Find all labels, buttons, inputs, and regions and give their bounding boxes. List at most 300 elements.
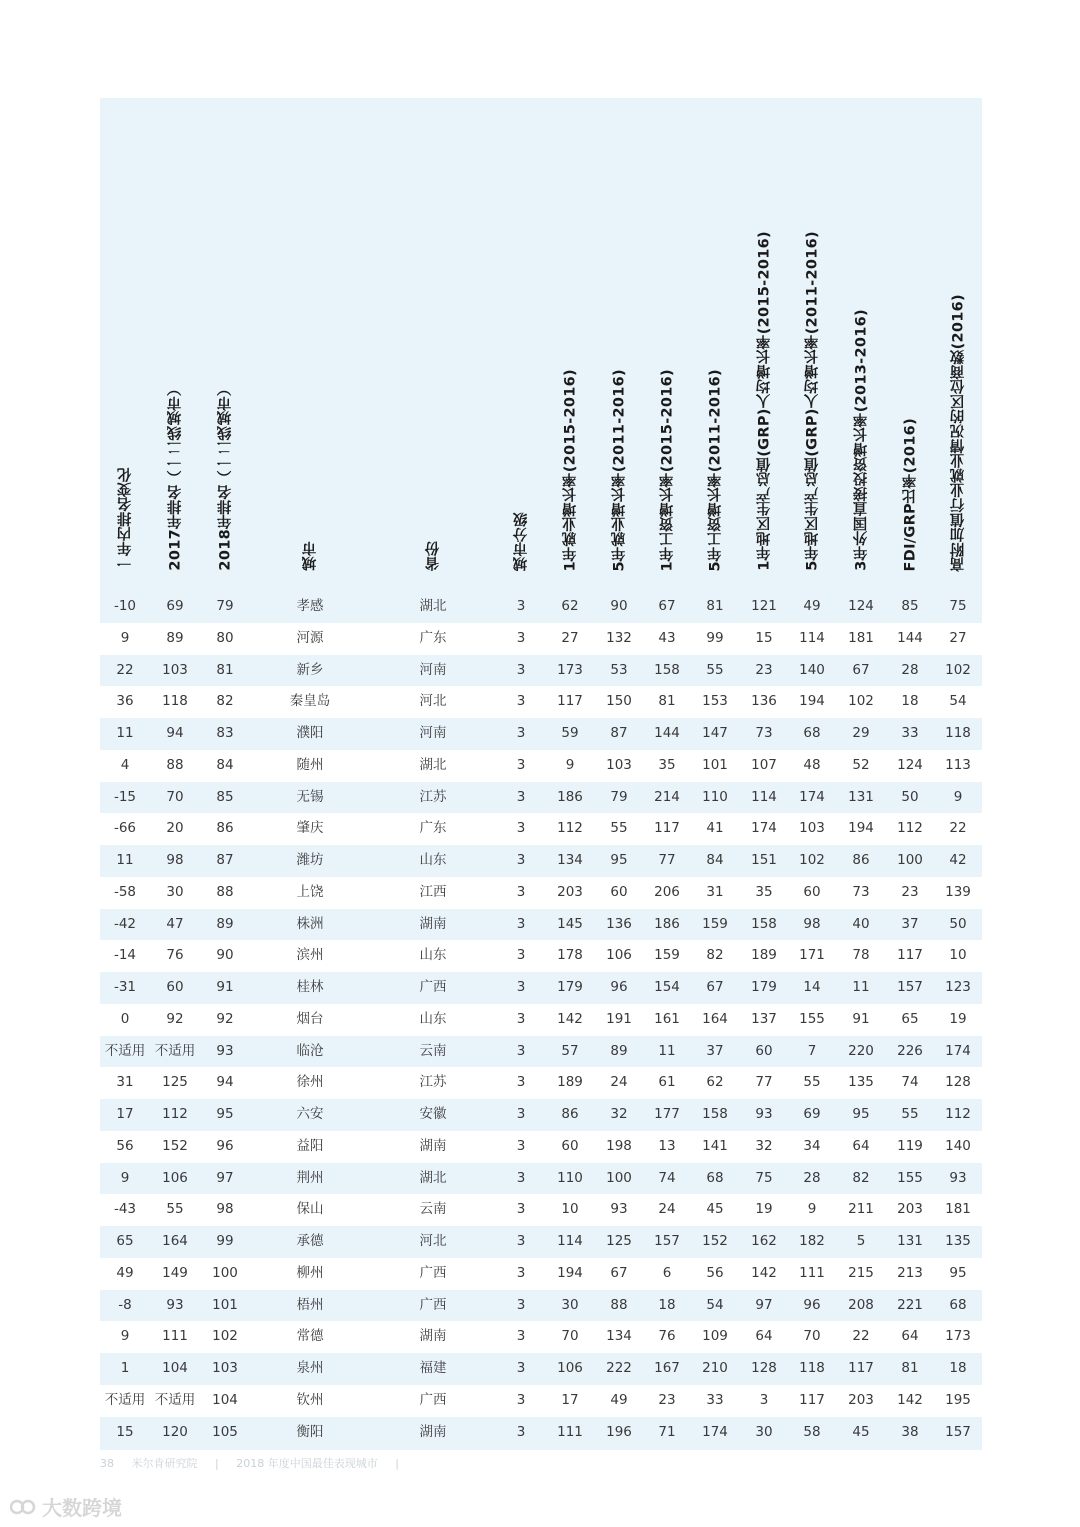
table-cell: 24: [658, 1201, 676, 1218]
column-header-label: 一年内排名变化: [117, 467, 134, 571]
table-cell: 92: [166, 1010, 184, 1027]
table-cell: 广西: [419, 1296, 447, 1313]
table-cell: 19: [949, 1010, 967, 1027]
table-row: [100, 1353, 982, 1385]
table-cell: 河源: [296, 629, 324, 646]
column-header: [546, 98, 594, 591]
table-row: [100, 1067, 982, 1099]
table-cell: 3: [516, 820, 526, 837]
table-cell: 36: [116, 693, 134, 710]
table-cell: 11: [852, 979, 870, 995]
table-cell: 102: [848, 693, 874, 710]
table-cell: -10: [113, 598, 137, 614]
table-cell: 181: [848, 629, 874, 646]
table-header: [100, 98, 982, 591]
table-cell: 69: [803, 1106, 821, 1122]
table-cell: 27: [949, 629, 967, 646]
table-cell: 湖北: [419, 1169, 447, 1186]
table-cell: 山东: [419, 1010, 447, 1027]
table-cell: 125: [162, 1074, 188, 1091]
table-cell: 139: [945, 883, 971, 900]
table-cell: 29: [852, 725, 870, 741]
table-row: [100, 718, 982, 750]
column-header-label: 5年就业增长率(2011-2016): [611, 368, 628, 571]
table-row: [100, 1163, 982, 1195]
table-cell: 株洲: [296, 915, 324, 932]
table-cell: 41: [706, 820, 724, 837]
table-cell: 104: [162, 1360, 188, 1376]
table-cell: 54: [706, 1296, 724, 1313]
table-cell: 222: [606, 1360, 632, 1376]
table-cell: 87: [610, 725, 628, 741]
table-cell: 69: [166, 598, 184, 614]
table-cell: 59: [561, 725, 579, 741]
column-header: [788, 98, 836, 591]
table-cell: 134: [557, 852, 583, 868]
table-cell: 81: [706, 598, 724, 614]
table-cell: 承德: [296, 1233, 324, 1249]
table-cell: 梧州: [296, 1296, 324, 1313]
table-cell: 173: [557, 661, 583, 678]
table-cell: 214: [654, 788, 680, 805]
table-cell: 96: [216, 1137, 234, 1154]
table-cell: 湖北: [419, 598, 447, 614]
table-cell: 102: [945, 661, 971, 678]
table-cell: 湖南: [419, 1423, 447, 1440]
table-cell: 191: [606, 1010, 632, 1027]
table-cell: 101: [212, 1296, 238, 1313]
table-cell: 40: [852, 915, 870, 932]
table-cell: 114: [557, 1233, 583, 1249]
table-cell: 86: [216, 820, 234, 837]
table-cell: 33: [901, 725, 919, 741]
table-cell: 73: [852, 883, 870, 900]
table-cell: 保山: [296, 1201, 324, 1218]
table-cell: 117: [654, 820, 680, 837]
table-cell: 湖南: [419, 1137, 447, 1154]
table-cell: 3: [516, 1042, 526, 1059]
table-cell: 117: [557, 693, 583, 710]
table-cell: 10: [949, 947, 967, 964]
table-cell: 19: [755, 1201, 773, 1218]
table-cell: 67: [610, 1264, 628, 1281]
table-cell: 55: [803, 1074, 821, 1091]
table-cell: 101: [702, 756, 728, 773]
footer-separator: |: [215, 1457, 219, 1470]
table-cell: 82: [216, 693, 234, 710]
table-cell: 103: [799, 820, 825, 837]
table-cell: 上饶: [296, 883, 324, 900]
table-cell: 89: [166, 629, 184, 646]
table-cell: 117: [897, 947, 923, 964]
table-cell: 3: [516, 915, 526, 932]
table-row: [100, 1385, 982, 1417]
table-cell: 52: [852, 756, 870, 773]
table-cell: 174: [751, 820, 777, 837]
table-cell: 158: [751, 915, 777, 932]
table-cell: 河南: [419, 661, 447, 678]
table-cell: 110: [557, 1169, 583, 1186]
table-cell: 89: [216, 915, 234, 932]
table-cell: 174: [702, 1423, 728, 1440]
table-cell: -15: [113, 788, 137, 805]
table-cell: 118: [799, 1360, 825, 1376]
table-cell: 106: [162, 1169, 188, 1186]
table-cell: 3: [516, 1169, 526, 1186]
table-cell: 114: [799, 629, 825, 646]
column-header-label: 1年工资增长率(2015-2016): [659, 368, 676, 571]
table-cell: 15: [755, 629, 773, 646]
table-cell: 50: [949, 915, 967, 932]
table-cell: 无锡: [296, 788, 324, 805]
table-cell: 120: [162, 1423, 188, 1440]
column-header-label: FDI/GRP比率(2016): [902, 417, 919, 571]
table-row: [100, 686, 982, 718]
table-cell: -14: [113, 947, 137, 964]
table-cell: 179: [751, 979, 777, 995]
table-cell: 186: [654, 915, 680, 932]
table-cell: 93: [949, 1169, 967, 1186]
table-cell: 178: [557, 947, 583, 964]
table-cell: 3: [516, 1423, 526, 1440]
table-cell: 136: [751, 693, 777, 710]
table-cell: 80: [216, 629, 234, 646]
table-cell: 68: [949, 1296, 967, 1313]
table-cell: 94: [166, 725, 184, 741]
table-cell: 125: [606, 1233, 632, 1249]
table-cell: 164: [702, 1010, 728, 1027]
table-cell: 49: [803, 598, 821, 614]
table-cell: 103: [212, 1360, 238, 1376]
table-cell: 55: [166, 1201, 184, 1218]
table-cell: 81: [658, 693, 676, 710]
table-cell: 23: [658, 1391, 676, 1408]
table-cell: 94: [216, 1074, 234, 1091]
table-cell: 62: [706, 1074, 724, 1091]
table-cell: 3: [516, 756, 526, 773]
table-cell: 111: [162, 1328, 188, 1345]
table-row: [100, 845, 982, 877]
table-cell: 159: [702, 915, 728, 932]
watermark-logo-icon: [10, 1496, 36, 1518]
table-cell: 70: [166, 788, 184, 805]
table-cell: 71: [658, 1423, 676, 1440]
table-cell: 49: [116, 1264, 134, 1281]
table-cell: 广西: [419, 1264, 447, 1281]
table-cell: 55: [901, 1106, 919, 1122]
table-row: [100, 940, 982, 972]
table-cell: 3: [516, 1360, 526, 1376]
table-cell: 3: [516, 598, 526, 614]
table-cell: 81: [216, 661, 234, 678]
table-cell: 103: [606, 756, 632, 773]
table-cell: 3: [516, 1074, 526, 1091]
table-cell: -66: [113, 820, 137, 837]
table-cell: 18: [658, 1296, 676, 1313]
table-cell: 141: [702, 1137, 728, 1154]
table-cell: 157: [945, 1423, 971, 1440]
table-cell: 79: [610, 788, 628, 805]
table-cell: 9: [120, 629, 130, 646]
table-cell: 73: [755, 725, 773, 741]
table-cell: 湖南: [419, 1328, 447, 1345]
table-cell: 100: [897, 852, 923, 868]
table-cell: 43: [658, 629, 676, 646]
column-header: [378, 98, 488, 591]
table-cell: 135: [848, 1074, 874, 1091]
table-cell: 广东: [419, 820, 447, 837]
table-cell: 3: [516, 852, 526, 868]
table-cell: 113: [945, 756, 971, 773]
table-cell: 155: [799, 1010, 825, 1027]
table-row: [100, 782, 982, 814]
table-cell: 60: [561, 1137, 579, 1154]
table-cell: 17: [116, 1106, 134, 1122]
table-cell: 154: [654, 979, 680, 995]
table-cell: 不适用: [154, 1391, 196, 1408]
table-cell: 194: [848, 820, 874, 837]
column-header: [934, 98, 982, 591]
table-cell: 广西: [419, 1391, 447, 1408]
table-cell: 17: [561, 1391, 579, 1408]
table-cell: 60: [755, 1042, 773, 1059]
watermark-text: 大数跨境: [42, 1496, 122, 1520]
table-cell: 3: [516, 1201, 526, 1218]
table-cell: -8: [118, 1296, 132, 1313]
table-cell: 广西: [419, 979, 447, 995]
table-cell: 潍坊: [296, 852, 324, 868]
table-cell: 24: [610, 1074, 628, 1091]
table-cell: 100: [606, 1169, 632, 1186]
table-cell: 93: [166, 1296, 184, 1313]
table-cell: 37: [901, 915, 919, 932]
table-cell: 58: [803, 1423, 821, 1440]
table-cell: 70: [803, 1328, 821, 1345]
table-cell: 82: [706, 947, 724, 964]
table-cell: 203: [848, 1391, 874, 1408]
table-cell: 49: [610, 1391, 628, 1408]
table-cell: 53: [610, 661, 628, 678]
table-cell: 77: [658, 852, 676, 868]
table-cell: 衡阳: [296, 1423, 324, 1440]
table-cell: 196: [606, 1423, 632, 1440]
table-cell: 28: [803, 1169, 821, 1186]
table-row: [100, 1258, 982, 1290]
table-cell: 186: [557, 788, 583, 805]
table-cell: 3: [516, 1137, 526, 1154]
table-cell: 50: [901, 788, 919, 805]
table-cell: 81: [901, 1360, 919, 1376]
column-header: [643, 98, 691, 591]
table-cell: 常德: [296, 1328, 324, 1345]
table-cell: 177: [654, 1106, 680, 1122]
table-row: [100, 1131, 982, 1163]
table-cell: 90: [216, 947, 234, 964]
table-cell: 117: [848, 1360, 874, 1376]
table-cell: 189: [751, 947, 777, 964]
table-row: [100, 1290, 982, 1322]
table-cell: 32: [755, 1137, 773, 1154]
table-cell: 钦州: [296, 1391, 324, 1408]
column-header: [497, 98, 545, 591]
table-cell: 不适用: [104, 1391, 146, 1408]
table-cell: 65: [901, 1010, 919, 1027]
table-cell: 203: [557, 883, 583, 900]
table-cell: -43: [113, 1201, 137, 1218]
table-cell: 61: [658, 1074, 676, 1091]
table-cell: 213: [897, 1264, 923, 1281]
table-cell: 江苏: [419, 788, 447, 805]
table-cell: 195: [945, 1391, 971, 1408]
table-cell: 107: [751, 756, 777, 773]
table-row: [100, 1036, 982, 1068]
table-cell: 74: [658, 1169, 676, 1186]
table-cell: 3: [516, 1233, 526, 1249]
table-cell: 124: [848, 598, 874, 614]
table-cell: 67: [706, 979, 724, 995]
table-cell: 泉州: [296, 1360, 324, 1376]
table-cell: 93: [755, 1106, 773, 1122]
table-cell: 89: [610, 1042, 628, 1059]
table-row: [100, 1194, 982, 1226]
table-cell: 3: [516, 979, 526, 995]
table-cell: 77: [755, 1074, 773, 1091]
table-cell: 102: [212, 1328, 238, 1345]
table-cell: 3: [516, 1296, 526, 1313]
table-cell: 33: [706, 1391, 724, 1408]
table-row: [100, 1226, 982, 1258]
table-cell: 181: [945, 1201, 971, 1218]
table-cell: 134: [606, 1328, 632, 1345]
table-cell: 173: [945, 1328, 971, 1345]
table-cell: 144: [897, 629, 923, 646]
column-header-label: 3年外国直接投资增长率(2013-2016): [853, 309, 870, 571]
table-row: [100, 1099, 982, 1131]
table-cell: 87: [216, 852, 234, 868]
table-cell: 随州: [296, 756, 324, 773]
table-cell: 86: [852, 852, 870, 868]
table-cell: 226: [897, 1042, 923, 1059]
table-cell: 32: [610, 1106, 628, 1122]
table-cell: 38: [901, 1423, 919, 1440]
table-cell: 208: [848, 1296, 874, 1313]
table-cell: 131: [848, 788, 874, 805]
table-cell: 79: [216, 598, 234, 614]
table-cell: 河北: [419, 1233, 447, 1249]
table-cell: 140: [945, 1137, 971, 1154]
table-cell: 45: [706, 1201, 724, 1218]
table-cell: -42: [113, 915, 137, 932]
table-cell: 85: [901, 598, 919, 614]
table-cell: 149: [162, 1264, 188, 1281]
table-cell: 云南: [419, 1042, 447, 1059]
table-cell: 118: [162, 693, 188, 710]
table-cell: 112: [897, 820, 923, 837]
table-cell: 220: [848, 1042, 874, 1059]
table-cell: 164: [162, 1233, 188, 1249]
footer-separator-2: |: [395, 1457, 399, 1470]
table-cell: 152: [162, 1137, 188, 1154]
column-header: [200, 98, 250, 591]
table-cell: 211: [848, 1201, 874, 1218]
table-cell: 215: [848, 1264, 874, 1281]
table-cell: 75: [949, 598, 967, 614]
table-cell: 136: [606, 915, 632, 932]
table-cell: 9: [953, 788, 963, 805]
table-cell: 142: [897, 1391, 923, 1408]
table-cell: 119: [897, 1137, 923, 1154]
table-cell: 158: [654, 661, 680, 678]
table-cell: 3: [759, 1391, 769, 1408]
table-cell: 11: [658, 1042, 676, 1059]
table-cell: 109: [702, 1328, 728, 1345]
table-cell: 3: [516, 1106, 526, 1122]
table-cell: 74: [901, 1074, 919, 1091]
table-cell: 48: [803, 756, 821, 773]
table-cell: 110: [702, 788, 728, 805]
table-cell: 96: [803, 1296, 821, 1313]
table-cell: 新乡: [296, 661, 324, 678]
table-cell: 98: [216, 1201, 234, 1218]
table-cell: 9: [120, 1328, 130, 1345]
table-cell: 95: [852, 1106, 870, 1122]
table-cell: 135: [945, 1233, 971, 1249]
table-cell: 157: [897, 979, 923, 995]
table-cell: 60: [166, 979, 184, 995]
table-cell: 3: [516, 947, 526, 964]
page-footer: [100, 1455, 413, 1471]
table-cell: 42: [949, 852, 967, 868]
table-cell: 河北: [419, 693, 447, 710]
table-cell: 161: [654, 1010, 680, 1027]
column-header-label: 1年就业增长率(2015-2016): [562, 368, 579, 571]
table-cell: 111: [557, 1423, 583, 1440]
table-cell: 28: [901, 661, 919, 678]
table-cell: 34: [803, 1137, 821, 1154]
table-cell: 140: [799, 661, 825, 678]
column-header: [595, 98, 643, 591]
table-cell: 孝感: [296, 598, 324, 614]
table-cell: 194: [557, 1264, 583, 1281]
table-cell: 9: [807, 1201, 817, 1218]
table-cell: 144: [654, 725, 680, 741]
table-cell: 145: [557, 915, 583, 932]
table-cell: 7: [807, 1042, 817, 1059]
table-cell: 221: [897, 1296, 923, 1313]
table-cell: 临沧: [296, 1042, 324, 1059]
table-cell: 0: [120, 1010, 130, 1027]
table-cell: 99: [216, 1233, 234, 1249]
table-cell: 78: [852, 947, 870, 964]
table-cell: 67: [852, 661, 870, 678]
table-cell: 179: [557, 979, 583, 995]
table-cell: 湖北: [419, 756, 447, 773]
table-cell: 102: [799, 852, 825, 868]
table-cell: 111: [799, 1264, 825, 1281]
table-cell: 167: [654, 1360, 680, 1376]
table-cell: 86: [561, 1106, 579, 1122]
table-cell: 95: [949, 1264, 967, 1281]
column-header-label: 2017年排名（一二线城市）: [167, 381, 184, 571]
column-header-label: 5年工资增长率(2011-2016): [707, 368, 724, 571]
table-cell: 112: [162, 1106, 188, 1122]
table-cell: 3: [516, 1010, 526, 1027]
table-cell: 30: [561, 1296, 579, 1313]
table-cell: 滨州: [296, 947, 324, 964]
table-cell: 174: [799, 788, 825, 805]
table-cell: 30: [166, 883, 184, 900]
column-header: [255, 98, 365, 591]
